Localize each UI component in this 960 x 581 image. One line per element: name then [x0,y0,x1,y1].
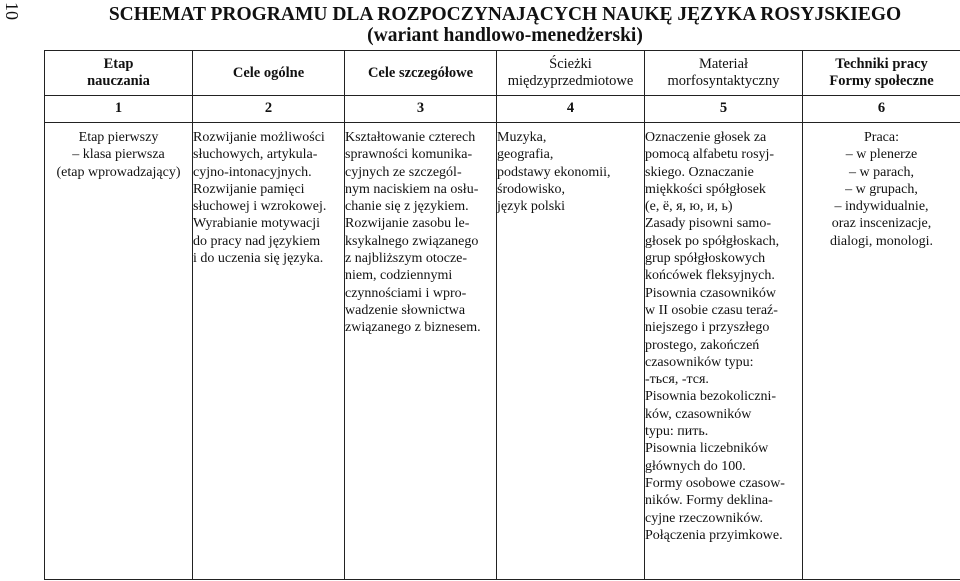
cell-text-line: prostego, zakończeń [645,337,760,353]
cell-text-line: czasowników typu: [645,354,754,370]
cell-text-line: typu: пить. [645,424,709,440]
cell-text-line: Rozwijanie zasobu le- [345,216,470,232]
cell-morphosyntax [645,123,803,580]
cell-specific-goals [345,123,497,580]
cell-text-line: Kształtowanie czterech [345,130,476,145]
cell-text-line: ków, czasowników [645,406,752,422]
cell-text-line: niejszego i przyszłego [645,320,770,336]
column-number: 1 [45,96,193,123]
cell-text-line: środowisko, [497,181,566,197]
cell-text-line: Pisownia bezokoliczni- [645,389,777,405]
cell-text-line: głosek po spółgłoskach, [645,233,780,249]
table-row [45,123,960,580]
column-number-row [45,96,960,123]
title-subtitle: (wariant handlowo-menedżerski) [367,25,643,46]
cell-text-line: Rozwijanie pamięci [193,181,305,197]
cell-text-line: w II osobie czasu teraź- [645,302,778,318]
column-number: 4 [497,96,645,123]
cell-text-line: z najbliższym otocze- [345,251,468,267]
cell-text-line: nym naciskiem na osłu- [345,181,479,197]
cell-text-line: słuchowych, artykula- [193,147,318,163]
cell-text-line: związanego z biznesem. [345,320,481,336]
cell-text-line: końcówek fleksyjnych. [645,268,775,284]
cell-text-line: wadzenie słownictwa [345,302,466,318]
program-table [44,50,960,580]
cell-text-line: Praca: [864,130,899,145]
cell-text-line: Formy osobowe czasow- [645,475,785,491]
cell-text-line: Etap pierwszy [78,130,159,145]
cell-stage [45,123,193,580]
cell-text-line: ników. Formy deklina- [645,493,773,509]
header-cell: Materiał morfosyntaktyczny [645,51,803,96]
cell-text-line: – w parach, [849,164,914,180]
cell-text-line: – klasa pierwsza [72,147,165,163]
cell-text-line: Muzyka, [497,130,547,145]
cell-text-line: cyjnych ze szczegól- [345,164,462,180]
cell-text-line: ksykalnego związanego [345,233,479,249]
cell-text-line: chanie się z językiem. [345,199,469,215]
cell-text-line: grup spółgłoskowych [645,251,766,267]
column-number: 5 [645,96,803,123]
cell-text-line: Wyrabianie motywacji [193,216,321,232]
cell-text-line: – w grupach, [845,181,918,197]
cell-text-line: Połączenia przyimkowe. [645,527,783,543]
cell-text-line: – indywidualnie, [834,199,929,215]
header-cell: Cele ogólne [193,51,345,96]
column-number: 6 [803,96,960,123]
cell-text-line: Pisownia czasowników [645,285,777,301]
cell-text-line: sprawności komunika- [345,147,473,163]
page-number: 10 [2,2,22,20]
table-header-row [45,51,960,96]
cell-text-line: Zasady pisowni samo- [645,216,771,232]
cell-text-line: głównych do 100. [645,458,746,474]
cell-text-line: – w plenerze [845,147,918,163]
cell-text-line: i do uczenia się języka. [193,251,324,267]
title-main: SCHEMAT PROGRAMU DLA ROZPOCZYNAJĄCYCH NAUKĘ JĘZYKA ROSYJSKIEGO [108,4,902,25]
header-cell: Cele szczegółowe [345,51,497,96]
cell-text-line: język polski [497,199,566,215]
cell-cross-curricular [497,123,645,580]
cell-text-line: -ться, -тся. [645,372,709,388]
cell-text-line: (etap wprowadzający) [56,164,181,180]
cell-text-line: podstawy ekonomii, [497,164,611,180]
cell-text-line: niem, codziennymi [345,268,453,284]
cell-text-line: pomocą alfabetu rosyj- [645,147,775,163]
page-title [50,4,960,46]
cell-text-line: Oznaczenie głosek za [645,130,767,145]
cell-text-line: oraz inscenizacje, [831,216,932,232]
cell-text-line: geografia, [497,147,554,163]
header-cell: Ścieżki międzyprzedmiotowe [497,51,645,96]
cell-text-line: cyjne rzeczowników. [645,510,764,526]
cell-text-line: miękkości spółgłosek [645,181,766,197]
cell-text-line: (е, ё, я, ю, и, ь) [645,199,733,215]
column-number: 3 [345,96,497,123]
cell-text-line: dialogi, monologi. [829,233,934,249]
cell-text-line: słuchowej i wzrokowej. [193,199,327,215]
cell-text-line: skiego. Oznaczanie [645,164,754,180]
column-number: 2 [193,96,345,123]
cell-text-line: cyjno-intonacyjnych. [193,164,312,180]
cell-text-line: Pisownia liczebników [645,441,769,457]
cell-general-goals [193,123,345,580]
cell-text-line: do pracy nad językiem [193,233,321,249]
cell-techniques [803,123,960,580]
header-cell: Techniki pracy Formy społeczne [803,51,960,96]
cell-text-line: czynnościami i wpro- [345,285,467,301]
header-cell: Etap nauczania [45,51,193,96]
cell-text-line: Rozwijanie możliwości [193,130,325,145]
